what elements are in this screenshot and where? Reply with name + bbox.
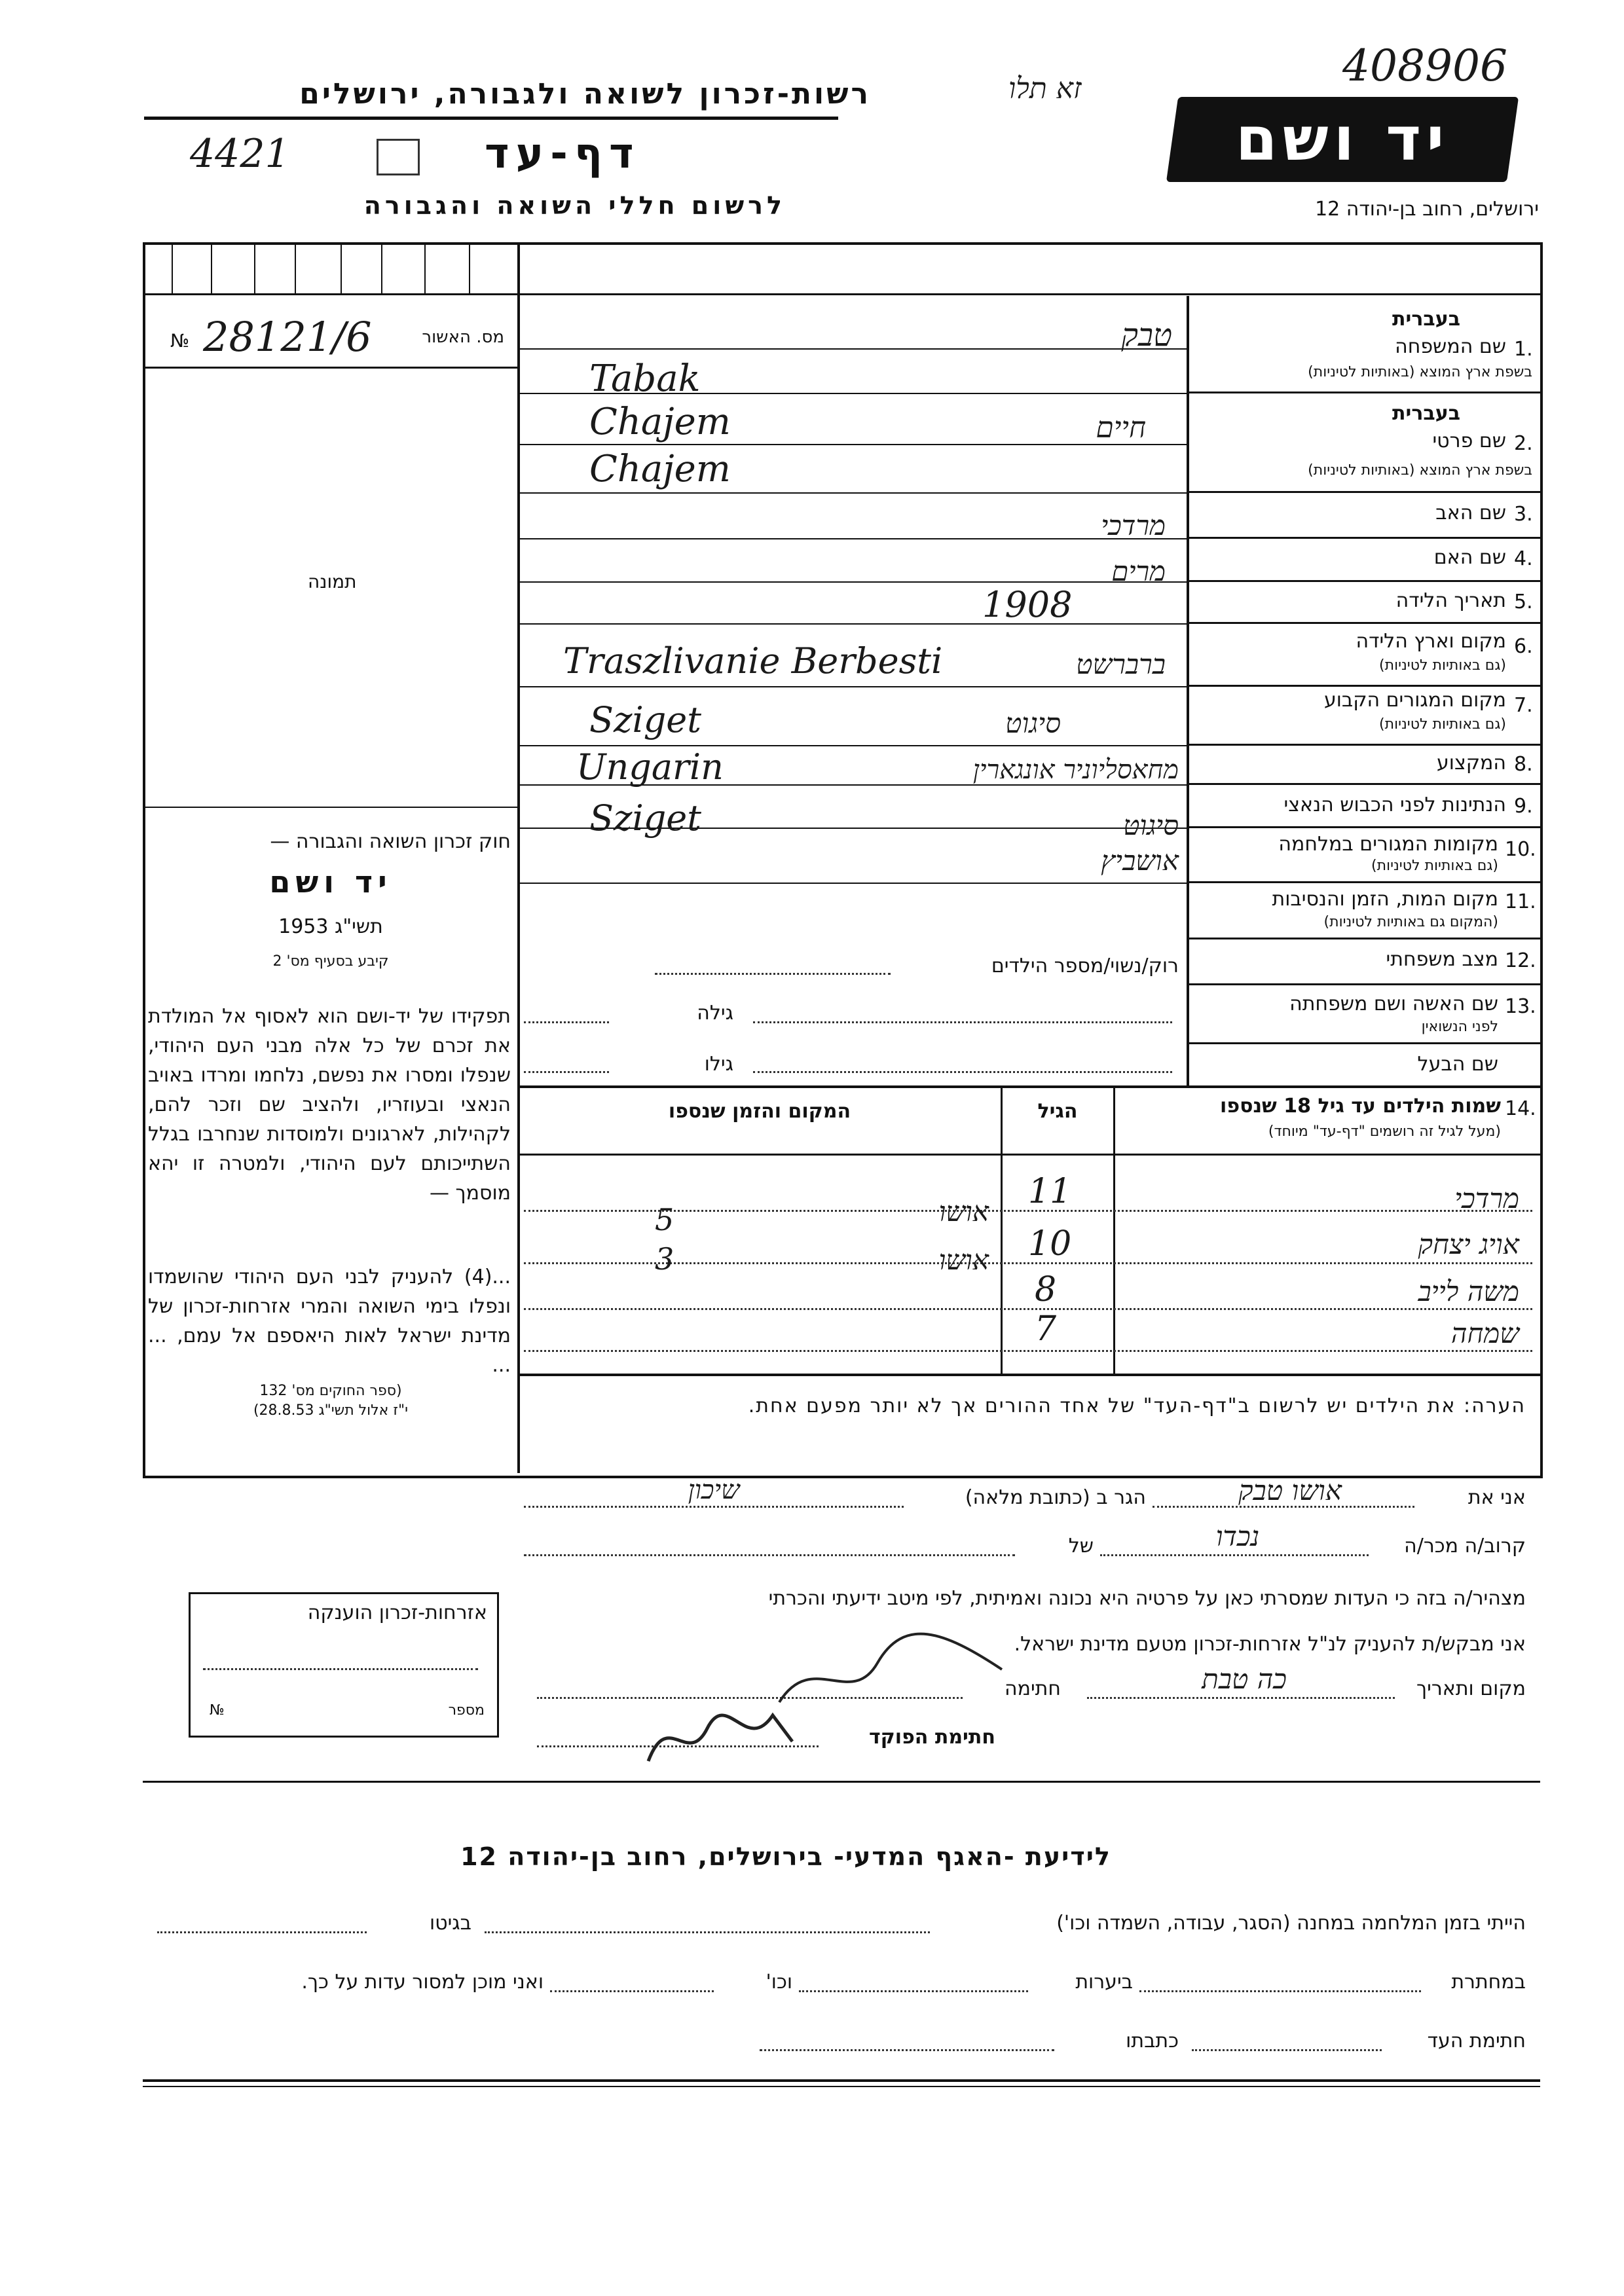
decl-line1-label: אני את	[1467, 1486, 1526, 1509]
f1-latin-value: Tabak	[589, 357, 701, 400]
f7-hebrew-value: סיגוט	[1005, 707, 1061, 739]
archive-number: 408906	[1342, 41, 1507, 91]
law-name: יד ושם	[269, 864, 392, 900]
child-3-name: משה לייב	[1418, 1275, 1519, 1307]
citizenship-title: אזרחות-זכרון הוענקה	[307, 1601, 487, 1624]
f2-lang: בעברית	[1392, 402, 1460, 425]
f2-num: 2.	[1514, 432, 1533, 455]
f1-lang: בעברית	[1392, 308, 1460, 331]
f8-num: 8.	[1514, 753, 1533, 776]
law-source-date: י"ז אלול תשי"ג 28.8.53)	[253, 1402, 409, 1419]
f9-latin-value: Ungarin	[576, 746, 724, 788]
children-sub: (מעל לגיל זה רושמים "דף-עד" מיוחד)	[1268, 1123, 1501, 1140]
f5-label: תאריך הלידה	[1395, 589, 1506, 612]
husband-label: שם הבעל	[1417, 1053, 1498, 1076]
footer-line2-b: ביערות	[1075, 1971, 1133, 1994]
f7-num: 7.	[1514, 694, 1533, 717]
footer-line1-b: בגיטו	[429, 1912, 471, 1935]
footer-line1-a: הייתי בזמן המלחמה במחנה (הסגר, עבודה, השמדה וכו')	[1056, 1912, 1526, 1935]
law-source: (ספר החוקים מס' 132	[259, 1383, 402, 1399]
f8-label: המקצוע	[1436, 752, 1506, 774]
f10-hebrew-value: סיגוט	[1123, 809, 1179, 841]
place-date-label: מקום ותאריך	[1416, 1677, 1526, 1700]
f2-hebrew-value: חיים	[1096, 411, 1146, 445]
child-1-note: 5	[655, 1202, 674, 1237]
f11-label: מקום המות, הזמן והנסיבות	[1272, 888, 1498, 911]
f9-num: 9.	[1514, 795, 1533, 818]
reg-no-sign: №	[170, 330, 190, 352]
child-1-name: מרדכי	[1454, 1182, 1519, 1214]
place-date-value: כה טבת	[1202, 1663, 1287, 1695]
f7-latin-value: Sziget	[589, 699, 701, 740]
officer-signature-label: חתימת הפוקד	[869, 1726, 995, 1749]
f6-sub: (גם באותיות לטיניות)	[1379, 657, 1506, 674]
top-handwritten-note: זא תלו	[1008, 72, 1082, 105]
f5-value: 1908	[982, 584, 1073, 625]
f4-num: 4.	[1514, 547, 1533, 570]
f5-num: 5.	[1514, 591, 1533, 613]
authority-title: רשות-זכרון לשואה ולגבורה, ירושלים	[299, 77, 871, 111]
col-age-header: הגיל	[1037, 1100, 1078, 1123]
officer-signature	[642, 1702, 805, 1774]
f10-label: מקומות המגורים במלחמה	[1278, 833, 1498, 856]
f9-label: הנתינות לפני הכבוש הנאצי	[1283, 793, 1506, 816]
signature-label: חתימה	[1004, 1677, 1061, 1700]
f1-num: 1.	[1514, 338, 1533, 361]
stamp-square	[377, 139, 420, 175]
f6-latin-value: Traszlivanie Berbesti	[563, 640, 943, 682]
law-clause: קיבע בסעיף מס' 2	[272, 953, 389, 970]
f13-num: 13.	[1505, 995, 1536, 1018]
footer-line2-c: וכו'	[766, 1971, 792, 1994]
f13-sub: לפני הנשואין	[1421, 1019, 1498, 1035]
footer-line2-d: ואני מוכן למסור עדות על כך.	[301, 1971, 544, 1994]
f9-hebrew-value: מחאסליוניר אונגארין	[972, 755, 1179, 785]
form-number: 4421	[190, 131, 290, 177]
footer-line3-a: חתימת העד	[1427, 2030, 1526, 2052]
footer-line3-b: כתבתו	[1126, 2030, 1179, 2052]
f10-num: 10.	[1505, 838, 1536, 861]
law-text-2: ...(4) להעניק לבני העם היהודי שהושמדו ונפלו בימי השואה והמרי אזרחות-זכרון של מדינת ישראל לאות היאספם אל עמם, ... ...	[148, 1266, 511, 1377]
reg-number-value: 28121/6	[203, 313, 372, 361]
f11-value: אושביץ	[1101, 845, 1179, 877]
f2-latin-value-2: Chajem	[589, 448, 731, 490]
note-text: הערה: את הילדים יש לרשום ב"דף-העד" של אחד ההורים אך לא יותר מפעם אחת.	[748, 1394, 1526, 1417]
f2-sub: בשפת ארץ המוצא (באותיות לטיניות)	[1308, 462, 1532, 479]
decl-line2-label: קרוב/ה מכר/ה	[1404, 1535, 1526, 1558]
child-1-age: 11	[1028, 1172, 1072, 1211]
f2-label: שם פרטי	[1432, 429, 1506, 452]
f2-latin-value: Chajem	[589, 401, 731, 443]
f13-label: שם האשה ושם משפחתה	[1289, 993, 1498, 1015]
f1-hebrew-value: טבק	[1121, 317, 1172, 354]
child-1-place: אושו	[938, 1195, 989, 1228]
col-place-header: המקום והזמן שנספו	[668, 1100, 851, 1123]
f3-value: מרדכי	[1101, 509, 1166, 541]
decl-line4: אני מבקש/ת להעניק לנ"ל אזרחות-זכרון מטעם מדינת ישראל.	[1014, 1633, 1526, 1656]
child-2-place: אושו	[938, 1244, 989, 1276]
f10-sub: (גם באותיות לטיניות)	[1371, 858, 1498, 874]
f13-age-label: גילה	[697, 1002, 733, 1025]
f4-label: שם האם	[1433, 546, 1506, 569]
law-title: חוק זכרון השואה והגבורה —	[270, 830, 511, 853]
husband-age-label: גילו	[704, 1053, 733, 1076]
address: ירושלים, רחוב בן-יהודה 12	[1315, 198, 1539, 221]
child-2-note: 3	[655, 1241, 674, 1277]
decl-line1-addr: שיכון	[688, 1475, 740, 1505]
f4-value: מרים	[1111, 555, 1166, 587]
decl-line2-value: נכדו	[1215, 1520, 1260, 1552]
f12-label: מצב משפחתי	[1386, 948, 1498, 971]
photo-label: תמונה	[308, 571, 357, 592]
footer-line2-a: במחתרת	[1451, 1971, 1526, 1994]
children-num: 14.	[1505, 1097, 1536, 1120]
f12-num: 12.	[1505, 949, 1536, 972]
form-subtitle: לרשום חללי השואה והגבורה	[363, 191, 786, 220]
law-year: תשי"ג 1953	[278, 915, 383, 938]
citizenship-number-label: מספר	[448, 1702, 485, 1719]
child-2-age: 10	[1028, 1224, 1072, 1264]
f7-sub: (גם באותיות לטיניות)	[1379, 716, 1506, 733]
f6-hebrew-value: ברברשט	[1076, 648, 1166, 680]
f11-sub: (המקום גם באותיות לטיניות)	[1323, 914, 1498, 930]
decl-line2-mid: של	[1068, 1535, 1094, 1558]
law-text: תפקידו של יד-ושם הוא לאסוף אל המולדת את זכרם של כל אלה מבני העם היהודי, שנפלו ומסרו את נפשם, נלחמו ומרדו באויב הנאצי ובעוזריו, ולהציב שם וזכר להם, לקהילות, לארגונים ולמוסדות שנחרבו בגלל השתייכותם לעם היהודי, ולמטרה זו יהא מוסמך —	[148, 1005, 511, 1205]
f1-sub: בשפת ארץ המוצא (באותיות לטיניות)	[1308, 364, 1532, 380]
f10-latin-value: Sziget	[589, 797, 701, 839]
children-title: שמות הילדים עד גיל 18 שנספו	[1220, 1095, 1501, 1118]
f7-label: מקום המגורים הקבוע	[1323, 689, 1506, 712]
f11-num: 11.	[1505, 890, 1536, 913]
footer-title: לידיעת -האגף המדעי- בירושלים, רחוב בן-יהודה 12	[460, 1842, 1111, 1871]
f3-label: שם האב	[1435, 501, 1506, 524]
logo-banner	[1166, 97, 1519, 182]
f6-num: 6.	[1514, 635, 1533, 658]
f1-label: שם המשפחה	[1395, 335, 1506, 358]
form-title: דף-עד	[485, 130, 640, 178]
f6-label: מקום וארץ הלידה	[1356, 630, 1506, 653]
f12-options: רוק/נשוי/מספר הילדים	[991, 955, 1179, 977]
child-2-name: אויג יצחק	[1418, 1228, 1519, 1260]
reg-number-label: מס. האשור	[422, 327, 504, 347]
logo-text: יד ושם	[1235, 104, 1450, 174]
decl-line1-value: אושו טבק	[1238, 1474, 1342, 1506]
decl-line1-mid: הגר ב (כתובת מלאה)	[965, 1486, 1146, 1509]
citizenship-no-sign: №	[210, 1702, 225, 1719]
f3-num: 3.	[1514, 503, 1533, 526]
witness-signature	[773, 1624, 1008, 1715]
decl-line3: מצהיר/ה בזה כי העדות שמסרתי כאן על פרטיה היא נכונה ואמיתית, לפי מיטב ידיעתי והכרתי	[768, 1587, 1526, 1610]
child-3-age: 8	[1035, 1270, 1057, 1309]
child-4-name: שמחה	[1450, 1317, 1519, 1349]
child-4-age: 7	[1035, 1309, 1057, 1349]
